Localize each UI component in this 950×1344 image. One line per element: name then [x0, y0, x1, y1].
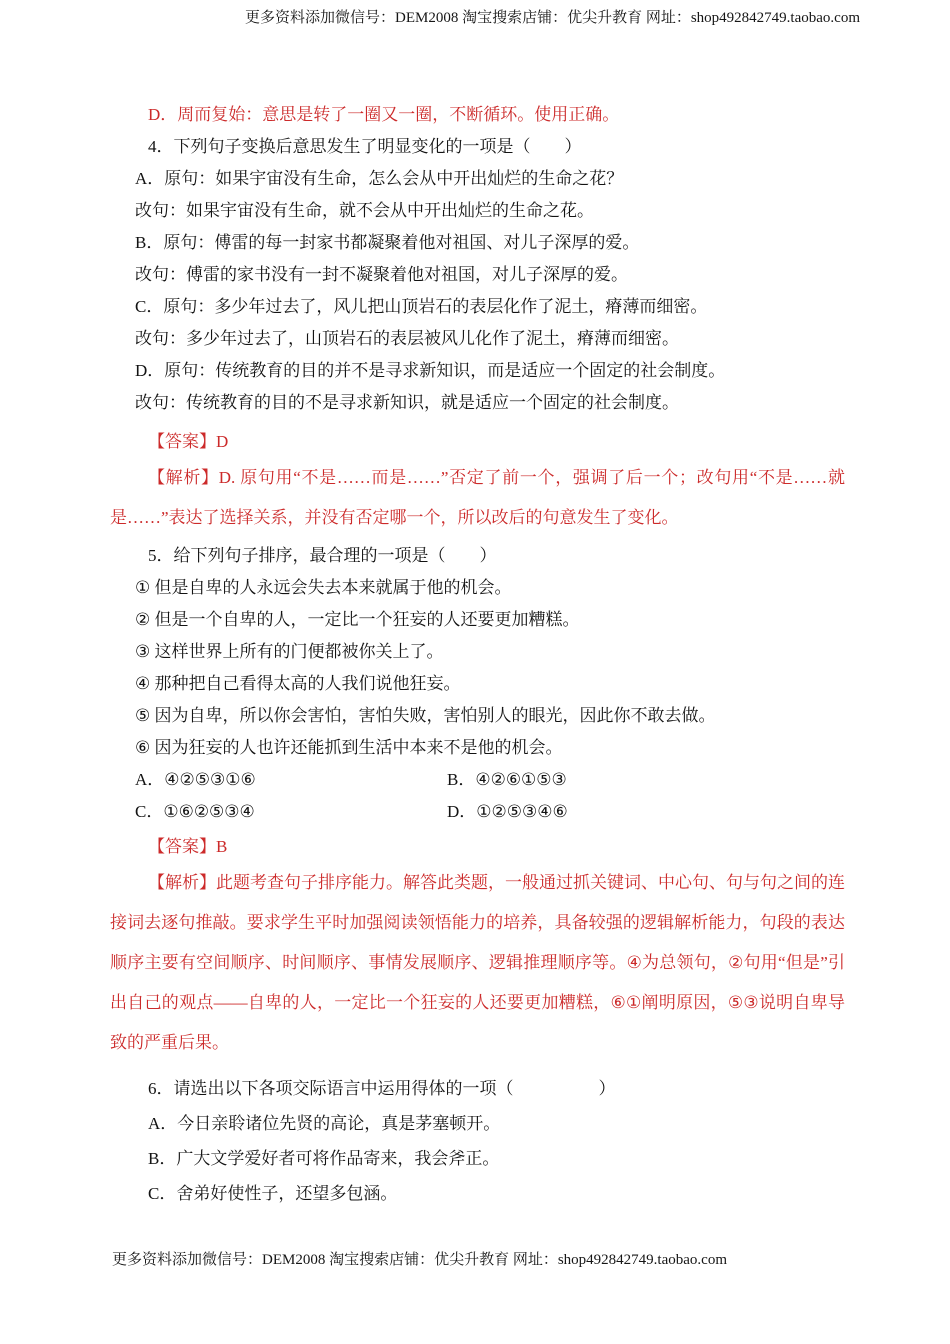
document-content — [110, 99, 845, 1211]
question-5-analysis: 【解析】此题考查句子排序能力。解答此类题，一般通过抓关键词、中心句、句与句之间的连接词去逐句推敲。要求学生平时加强阅读领悟能力的培养，具备较强的逻辑解析能力，句段的表达顺序主要有空间顺序、时间顺序、事情发展顺序、逻辑推理顺序等。④为总领句，②句用“但是”引出自己的观点——自卑的人，一定比一个狂妄的人还要更加糟糕，⑥①阐明原因，⑤③说明自卑导致的严重后果。 — [110, 873, 845, 1052]
question-4-stem: 4．下列句子变换后意思发生了明显变化的一项是（ ） — [148, 137, 582, 156]
prev-question-option-d-note: D．周而复始：意思是转了一圈又一圈，不断循环。使用正确。 — [148, 105, 620, 124]
question-5-sentence-6: ⑥ 因为狂妄的人也许还能抓到生活中本来不是他的机会。 — [135, 738, 563, 757]
question-4-option-b-changed: 改句：傅雷的家书没有一封不凝聚着他对祖国，对儿子深厚的爱。 — [135, 265, 628, 284]
question-5-sentence-2: ② 但是一个自卑的人，一定比一个狂妄的人还要更加糟糕。 — [135, 610, 580, 629]
question-4-option-a-changed: 改句：如果宇宙没有生命，就不会从中开出灿烂的生命之花。 — [135, 201, 594, 220]
question-5-choice-c: C．①⑥②⑤③④ — [135, 802, 255, 821]
question-5-choice-b: B．④②⑥①⑤③ — [447, 770, 567, 789]
question-4-option-c-original: C．原句：多少年过去了，风儿把山顶岩石的表层化作了泥土，瘠薄而细密。 — [135, 297, 708, 316]
question-6-option-a: A．今日亲聆诸位先贤的高论，真是茅塞顿开。 — [148, 1114, 501, 1133]
question-5-sentence-3: ③ 这样世界上所有的门便都被你关上了。 — [135, 642, 444, 661]
question-6-option-b: B．广大文学爱好者可将作品寄来，我会斧正。 — [148, 1149, 500, 1168]
question-5-stem: 5．给下列句子排序，最合理的一项是（ ） — [148, 546, 497, 565]
question-5-choice-row-cd — [110, 796, 845, 828]
page-header-watermark: 更多资料添加微信号：DEM2008 淘宝搜索店铺：优尖升教育 网址：shop492842749.taobao.com — [245, 10, 860, 26]
question-4-option-b-original: B．原句：傅雷的每一封家书都凝聚着他对祖国、对儿子深厚的爱。 — [135, 233, 640, 252]
question-5-choice-row-ab — [110, 764, 845, 796]
question-5-sentence-1: ① 但是自卑的人永远会失去本来就属于他的机会。 — [135, 578, 512, 597]
question-5-choice-a: A．④②⑤③①⑥ — [135, 770, 256, 789]
question-4-answer: 【答案】D — [148, 432, 229, 451]
question-6-option-c: C．舍弟好使性子，还望多包涵。 — [148, 1184, 398, 1203]
question-5-sentence-4: ④ 那种把自己看得太高的人我们说他狂妄。 — [135, 674, 461, 693]
page-footer-watermark: 更多资料添加微信号：DEM2008 淘宝搜索店铺：优尖升教育 网址：shop492842749.taobao.com — [112, 1252, 727, 1268]
question-5-choice-d: D．①②⑤③④⑥ — [447, 802, 568, 821]
question-5-sentence-5: ⑤ 因为自卑，所以你会害怕，害怕失败，害怕别人的眼光，因此你不敢去做。 — [135, 706, 716, 725]
question-4-option-d-original: D．原句：传统教育的目的并不是寻求新知识，而是适应一个固定的社会制度。 — [135, 361, 726, 380]
question-4-option-c-changed: 改句：多少年过去了，山顶岩石的表层被风儿化作了泥土，瘠薄而细密。 — [135, 329, 679, 348]
question-4-option-d-changed: 改句：传统教育的目的不是寻求新知识，就是适应一个固定的社会制度。 — [135, 393, 679, 412]
question-4-analysis: 【解析】D. 原句用“不是……而是……”否定了前一个，强调了后一个；改句用“不是……就是……”表达了选择关系，并没有否定哪一个，所以改后的句意发生了变化。 — [110, 468, 845, 527]
question-6-stem: 6．请选出以下各项交际语言中运用得体的一项（ ） — [148, 1079, 616, 1098]
question-5-answer: 【答案】B — [148, 837, 228, 856]
question-4-option-a-original: A．原句：如果宇宙没有生命，怎么会从中开出灿烂的生命之花？ — [135, 169, 624, 188]
